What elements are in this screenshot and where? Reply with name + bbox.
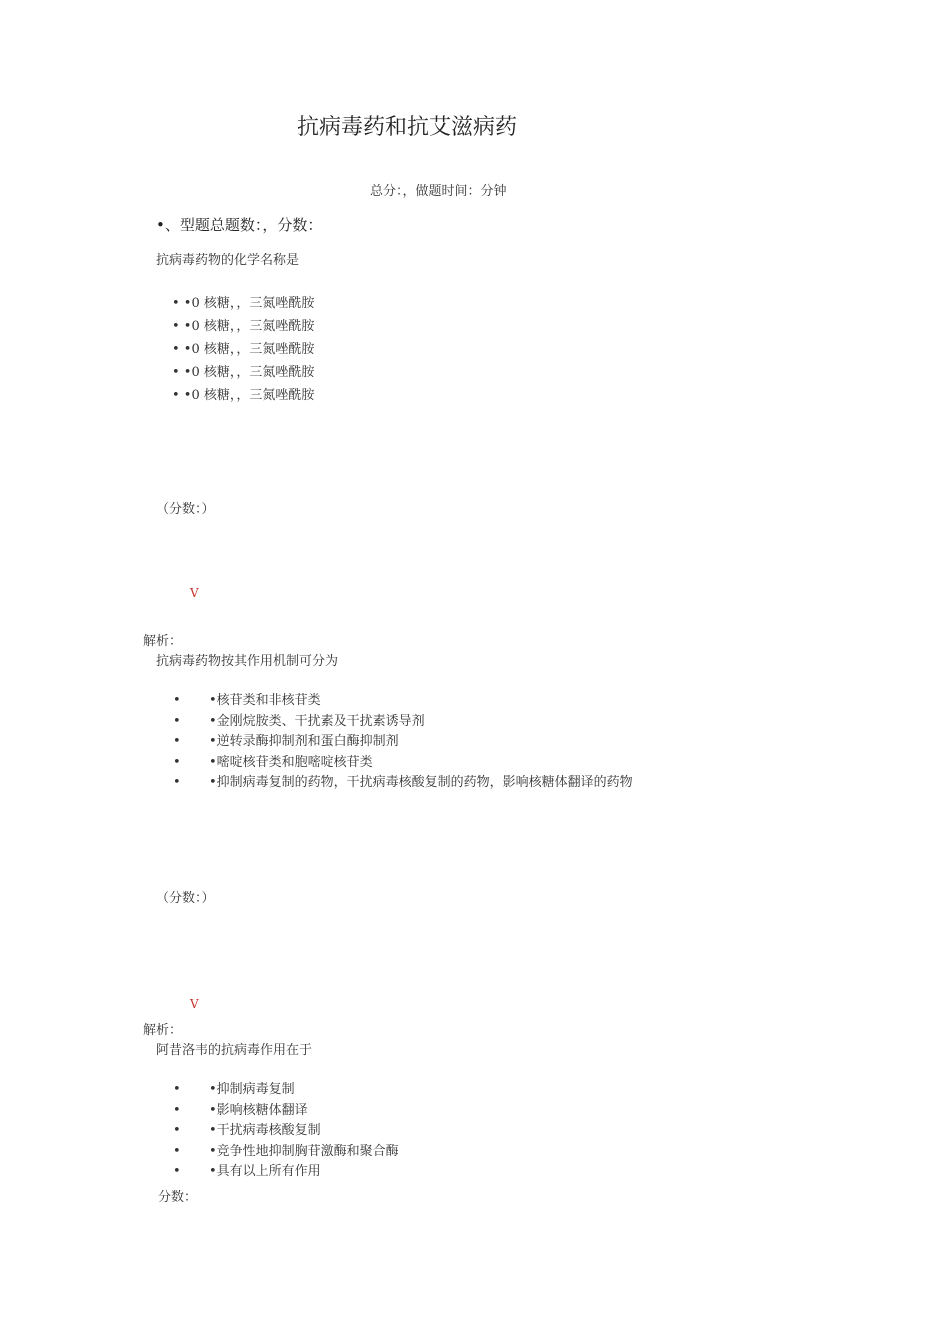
bullet-icon: •: [173, 713, 181, 729]
bullet-icon: •: [173, 1123, 181, 1138]
question-1-answer-mark: V: [190, 586, 199, 600]
option-text: •金刚烷胺类、干扰素及干扰素诱导剂: [209, 713, 425, 729]
option-text: •逆转录酶抑制剂和蛋白酶抑制剂: [209, 734, 399, 749]
question-1-analysis-label: 解析：: [143, 634, 183, 649]
bullet-icon: •: [173, 1082, 181, 1097]
question-2-analysis-label: 解析：: [143, 1023, 183, 1038]
question-1-stem: 抗病毒药物的化学名称是: [156, 253, 300, 268]
question-1-score: （分数：）: [156, 502, 215, 517]
option-text: •核苷类和非核苷类: [209, 693, 321, 708]
exam-summary: 总分：，做题时间：分钟: [370, 184, 507, 199]
question-1-option-b[interactable]: • •0 核糖，，三氮唑酰胺: [172, 319, 315, 334]
question-1-options: [172, 292, 314, 407]
option-text: •影响核糖体翻译: [209, 1102, 308, 1118]
section-heading: •、型题总题数：，分数：: [156, 216, 323, 234]
page-title: 抗病毒药和抗艾滋病药: [297, 115, 518, 140]
bullet-icon: •: [173, 693, 181, 708]
question-3-stem: 阿昔洛韦的抗病毒作用在于: [156, 1043, 313, 1058]
option-text: •嘧啶核苷类和胞嘧啶核苷类: [209, 754, 373, 770]
option-text: •具有以上所有作用: [209, 1164, 321, 1179]
option-text: •干扰病毒核酸复制: [209, 1123, 321, 1138]
bullet-icon: •: [173, 1102, 181, 1118]
question-3-score: 分数：: [158, 1190, 198, 1205]
bullet-icon: •: [173, 734, 181, 749]
question-1-option-e[interactable]: • •0 核糖，，三氮唑酰胺: [172, 388, 315, 403]
bullet-icon: •: [173, 754, 181, 770]
question-2-stem: 抗病毒药物按其作用机制可分为: [156, 654, 339, 669]
question-2-answer-mark: V: [190, 997, 199, 1011]
option-text: •抑制病毒复制: [209, 1082, 295, 1097]
bullet-icon: •: [173, 1164, 181, 1179]
option-text: •竞争性地抑制胸苷激酶和聚合酶: [209, 1143, 399, 1159]
bullet-icon: •: [173, 775, 181, 790]
question-1-option-a[interactable]: • •0 核糖，，三氮唑酰胺: [172, 296, 315, 311]
question-2-score: （分数：）: [156, 891, 215, 906]
option-text: •抑制病毒复制的药物，干扰病毒核酸复制的药物，影响核糖体翻译的药物: [209, 775, 633, 790]
bullet-icon: •: [173, 1143, 181, 1159]
question-1-option-d[interactable]: • •0 核糖，，三氮唑酰胺: [172, 365, 315, 380]
question-1-option-c[interactable]: • •0 核糖，，三氮唑酰胺: [172, 342, 315, 357]
